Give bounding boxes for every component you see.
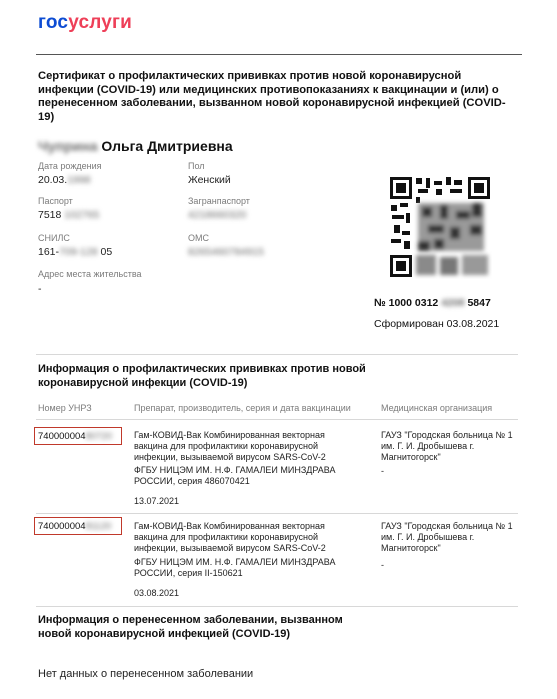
full-name xyxy=(38,138,233,154)
col-header-unrz: Номер УНРЗ xyxy=(38,403,92,413)
snils-value: 161-709-128 05 xyxy=(38,246,113,258)
address-value: - xyxy=(38,283,42,295)
col-header-org: Медицинская организация xyxy=(381,403,493,413)
certificate-number-redacted: 4208 xyxy=(441,297,465,309)
gosuslugi-logo: госуслуги xyxy=(38,12,133,33)
qr-modules-blurred xyxy=(416,203,488,275)
col-header-drug: Препарат, производитель, серия и дата вакцинации xyxy=(134,403,351,413)
section-divider-illness xyxy=(36,606,518,607)
qr-code xyxy=(388,175,492,279)
qr-modules-left xyxy=(391,203,410,249)
passport-label: Паспорт xyxy=(38,196,73,206)
oms-value xyxy=(188,246,264,258)
unrz-number-2: 74000000481120 xyxy=(34,517,122,535)
certificate-number: № 1000 0312 4208 5847 xyxy=(374,297,491,309)
birth-year-redacted: 1998 xyxy=(67,174,91,186)
oms-label: ОМС xyxy=(188,233,209,243)
medical-org-1: ГАУЗ "Городская больница № 1 им. Г. И. Дробышева г. Магнитогорск" xyxy=(381,430,513,462)
header-divider xyxy=(36,54,522,55)
zagranpassport-value xyxy=(188,209,246,221)
vaccine-drug-2: Гам-КОВИД-Вак Комбинированная векторная вакцина для профилактики коронавирусной инфекции, вызываемой вирусом SARS-CoV-2 xyxy=(134,521,326,553)
section-divider-vaccinations xyxy=(36,354,518,355)
birth-date-label: Дата рождения xyxy=(38,161,102,171)
snils-redacted: 709-128 xyxy=(59,246,98,258)
unrz-redacted-1: 80720 xyxy=(85,431,112,442)
qr-finder-top-left xyxy=(390,177,412,199)
oms-redacted: 8265460784915 xyxy=(188,246,264,258)
unrz-number-1: 74000000480720 xyxy=(34,427,122,445)
snils-label: СНИЛС xyxy=(38,233,70,243)
table-divider-1 xyxy=(36,419,518,420)
certificate-title: Сертификат о профилактических прививках против новой коронавирусной инфекции (COVID-19) или медицинских противопоказаниях к вакцинации и (или) о перенесенном заболевании, вызванном новой коронавирусной инфекцией (COVID-19) xyxy=(38,70,506,123)
passport-number-redacted: 102765 xyxy=(64,209,100,221)
vaccine-manufacturer-2: ФГБУ НИЦЭМ ИМ. Н.Ф. ГАМАЛЕИ МИНЗДРАВА РОССИИ, серия II-150621 xyxy=(134,557,336,578)
surname-redacted: Чуприна xyxy=(38,138,98,154)
illness-section-title: Информация о перенесенном заболевании, вызванном новой коронавирусной инфекцией (COVID-19) xyxy=(38,614,343,640)
zagranpassport-redacted: 4218660320 xyxy=(188,209,247,221)
passport-value: 7518 102765 xyxy=(38,209,100,221)
unrz-redacted-2: 81120 xyxy=(85,521,112,532)
vaccinations-section-title: Информация о профилактических прививках против новой коронавирусной инфекции (COVID-19) xyxy=(38,363,366,389)
medical-org-2: ГАУЗ "Городская больница № 1 им. Г. И. Дробышева г. Магнитогорск" xyxy=(381,521,513,553)
vaccination-date-2: 03.08.2021 xyxy=(134,588,180,598)
qr-finder-top-right xyxy=(468,177,490,199)
qr-finder-bottom-left xyxy=(390,255,412,277)
zagranpassport-label: Загранпаспорт xyxy=(188,196,250,206)
vaccine-manufacturer-1: ФГБУ НИЦЭМ ИМ. Н.Ф. ГАМАЛЕИ МИНЗДРАВА РОССИИ, серия 486070421 xyxy=(134,465,336,486)
vaccine-drug-1: Гам-КОВИД-Вак Комбинированная векторная вакцина для профилактики коронавирусной инфекции, вызываемой вирусом SARS-CoV-2 xyxy=(134,430,326,462)
sex-label: Пол xyxy=(188,161,205,171)
vaccination-date-1: 13.07.2021 xyxy=(134,496,180,506)
medical-org-extra-2: - xyxy=(381,560,384,570)
formed-date: Сформирован 03.08.2021 xyxy=(374,318,500,330)
sex-value: Женский xyxy=(188,174,231,186)
illness-no-data: Нет данных о перенесенном заболевании xyxy=(38,668,254,680)
given-name: Ольга Дмитриевна xyxy=(101,138,233,154)
table-divider-2 xyxy=(36,513,518,514)
medical-org-extra-1: - xyxy=(381,466,384,476)
birth-date-value: 20.03.1998 xyxy=(38,174,91,186)
qr-modules-top xyxy=(416,177,462,203)
address-label: Адрес места жительства xyxy=(38,269,142,279)
